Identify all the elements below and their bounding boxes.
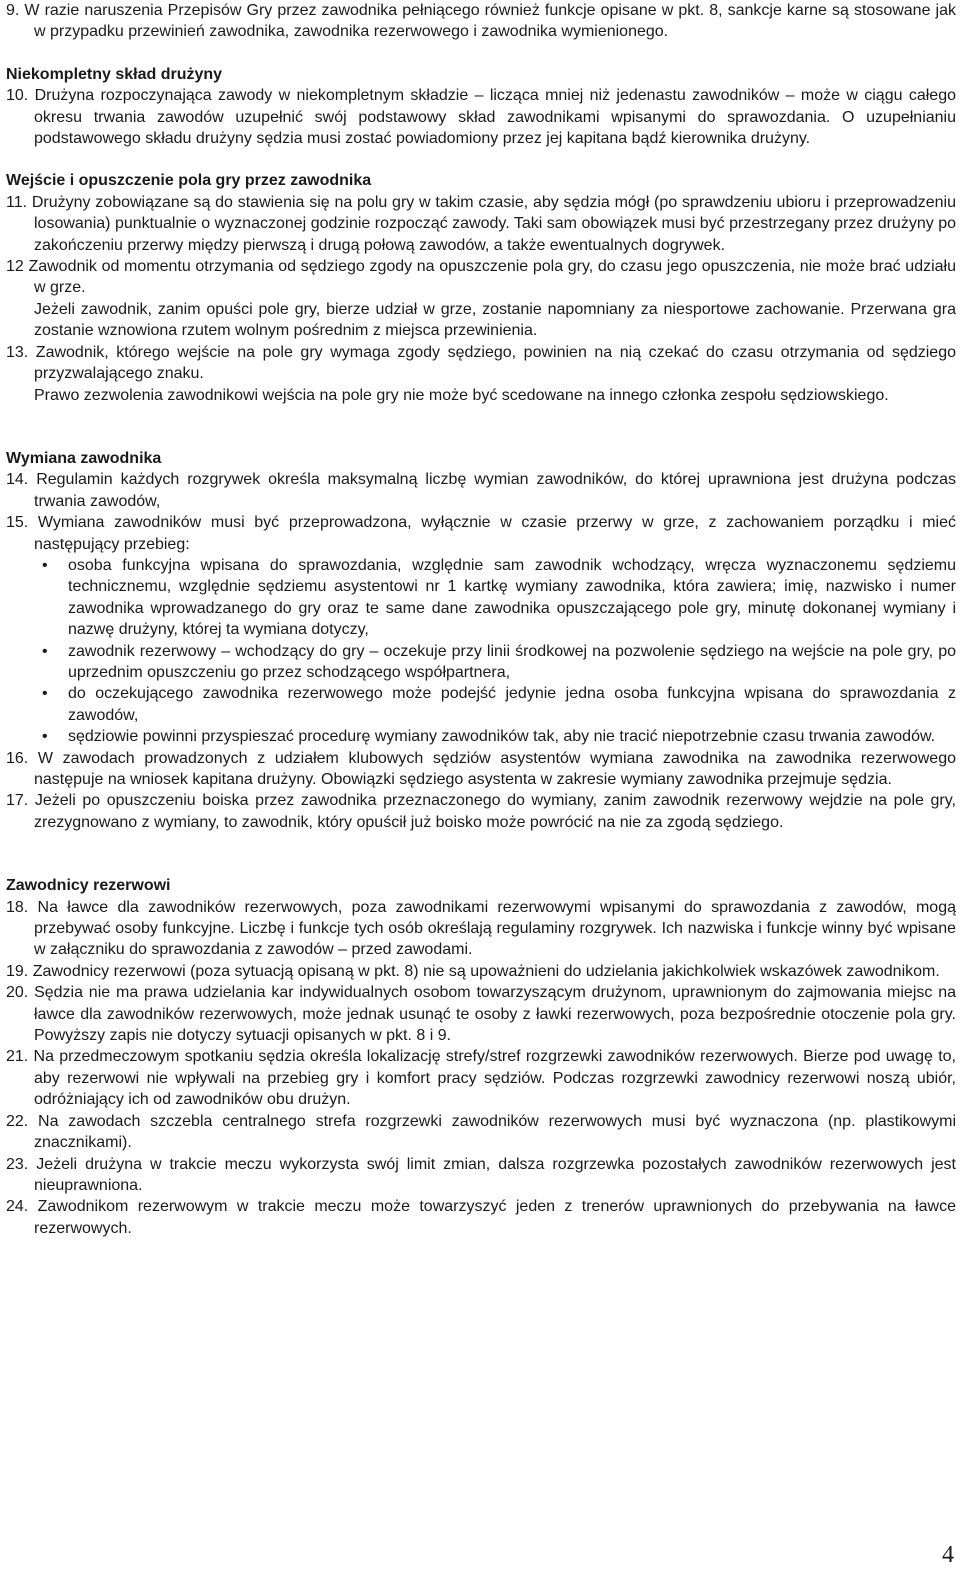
paragraph-13-continued: Prawo zezwolenia zawodnikowi wejścia na pole gry nie może być scedowane na innego członka zespołu sędziowskiego.	[34, 386, 889, 404]
heading-wejscie-opuszczenie: Wejście i opuszczenie pola gry przez zawodnika	[6, 172, 372, 190]
paragraph-20: 20. Sędzia nie ma prawa udzielania kar indywidualnych osobom towarzyszącym drużynom, uprawnionym do zajmowania miejsc na ławce dla zawodników rezerwowych, może jednak usunąć te osoby z ławki rezerwowych, poza bezpośrednie otoczenie pola gry. Powyższy zapis nie dotyczy sytuacji opisanych w pkt. 8 i 9.	[6, 984, 956, 1045]
document-page	[6, 0, 956, 1239]
paragraph-15: 15. Wymiana zawodników musi być przeprowadzona, wyłącznie w czasie przerwy w grze, z zachowaniem porządku i mieć następujący przebieg:	[6, 514, 956, 553]
paragraph-14: 14. Regulamin każdych rozgrywek określa maksymalną liczbę wymian zawodników, do której uprawniona jest drużyna podczas trwania zawodów,	[6, 471, 956, 510]
paragraph-21: 21. Na przedmeczowym spotkaniu sędzia określa lokalizację strefy/stref rozgrzewki zawodników rezerwowych. Bierze pod uwagę to, aby rezerwowi nie wpływali na przebieg gry i komfort pracy sędziów. Podczas rozgrzewki zawodnicy rezerwowi noszą ubiór, odróżniający ich od zawodników obu drużyn.	[6, 1048, 956, 1109]
substitution-procedure-list	[6, 555, 956, 748]
paragraph-13: 13. Zawodnik, którego wejście na pole gry wymaga zgody sędziego, powinien na nią czekać do czasu otrzymania od sędziego przyzwalającego znaku.	[6, 343, 956, 383]
paragraph-17: 17. Jeżeli po opuszczeniu boiska przez zawodnika przeznaczonego do wymiany, zanim zawodnik rezerwowy wejdzie na pole gry, zrezygnowano z wymiany, to zawodnik, który opuścił już boisko może powrócić na nie za zgodą sędziego.	[6, 792, 956, 831]
heading-zawodnicy-rezerwowi: Zawodnicy rezerwowi	[6, 877, 171, 895]
list-item: • osoba funkcyjna wpisana do sprawozdania, względnie sam zawodnik wchodzący, wręcza wyznaczonemu sędziemu technicznemu, względnie sędziemu asystentowi nr 1 kartkę wymiany zawodnika, która zawiera; imię, nazwisko i numer zawodnika wprowadzanego do gry oraz te same dane zawodnika opuszczającego pole gry, minutę dokonanej wymiany i nazwę drużyny, której ta wymiana dotyczy,	[42, 555, 956, 641]
list-item: • zawodnik rezerwowy – wchodzący do gry – oczekuje przy linii środkowej na pozwolenie sędziego na wejście na pole gry, po uprzednim opuszczeniu go przez schodzącego współpartnera,	[42, 641, 956, 684]
paragraph-23: 23. Jeżeli drużyna w trakcie meczu wykorzysta swój limit zmian, dalsza rozgrzewka pozostałych zawodników rezerwowych jest nieuprawniona.	[6, 1155, 956, 1194]
paragraph-24: 24. Zawodnikom rezerwowym w trakcie meczu może towarzyszyć jeden z trenerów uprawnionych do przebywania na ławce rezerwowych.	[6, 1198, 956, 1237]
paragraph-12-continued: Jeżeli zawodnik, zanim opuści pole gry, bierze udział w grze, zostanie napomniany za niesportowe zachowanie. Przerwana gra zostanie wznowiona rzutem wolnym pośrednim z miejsca przewinienia.	[34, 300, 956, 340]
page-number: 4	[942, 1542, 954, 1568]
paragraph-12: 12 Zawodnik od momentu otrzymania od sędziego zgody na opuszczenie pola gry, do czasu jego opuszczenia, nie może brać udziału w grze.	[6, 258, 956, 297]
paragraph-22: 22. Na zawodach szczebla centralnego strefa rozgrzewki zawodników rezerwowych musi być wyznaczona (np. plastikowymi znacznikami).	[6, 1112, 956, 1152]
paragraph-11: 11. Drużyny zobowiązane są do stawienia się na polu gry w takim czasie, aby sędzia mógł (po sprawdzeniu ubioru i przeprowadzeniu losowania) punktualnie o wyznaczonej godzinie rozpocząć zawody. Taki sam obowiązek musi być przestrzegany przez drużyny po zakończeniu przerwy między pierwszą i drugą połową zawodów, a także ewentualnych dogrywek.	[6, 193, 956, 254]
list-item: • sędziowie powinni przyspieszać procedurę wymiany zawodników tak, aby nie tracić niepotrzebnie czasu trwania zawodów.	[42, 726, 956, 747]
paragraph-19: 19. Zawodnicy rezerwowi (poza sytuacją opisaną w pkt. 8) nie są upoważnieni do udzielania jakichkolwiek wskazówek zawodnikom.	[6, 962, 940, 980]
paragraph-10: 10. Drużyna rozpoczynająca zawody w niekompletnym składzie – licząca mniej niż jedenastu zawodników – może w ciągu całego okresu trwania zawodów uzupełnić swój podstawowy skład zawodnikami wpisanymi do sprawozdania. O uzupełnianiu podstawowego składu drużyny sędzia musi zostać powiadomiony przez jej kapitana bądź kierownika drużyny.	[6, 87, 956, 148]
paragraph-9: 9. W razie naruszenia Przepisów Gry przez zawodnika pełniącego również funkcje opisane w pkt. 8, sankcje karne są stosowane jak w przypadku przewinień zawodnika, zawodnika rezerwowego i zawodnika wymienionego.	[6, 2, 956, 41]
heading-wymiana-zawodnika: Wymiana zawodnika	[6, 449, 162, 467]
list-item: • do oczekującego zawodnika rezerwowego może podejść jedynie jedna osoba funkcyjna wpisana do sprawozdania z zawodów,	[42, 683, 956, 726]
paragraph-16: 16. W zawodach prowadzonych z udziałem klubowych sędziów asystentów wymiana zawodnika na zawodnika rezerwowego następuje na wniosek kapitana drużyny. Obowiązki sędziego asystenta w zakresie wymiany zawodnika przejmuje sędzia.	[6, 749, 956, 788]
paragraph-18: 18. Na ławce dla zawodników rezerwowych, poza zawodnikami rezerwowymi wpisanymi do sprawozdania z zawodów, mogą przebywać osoby funkcyjne. Liczbę i funkcje tych osób określają regulaminy rozgrywek. Ich nazwiska i funkcje winny być wpisane w załączniku do sprawozdania z zawodów – przed zawodami.	[6, 898, 956, 959]
heading-niekompletny-sklad: Niekompletny skład drużyny	[6, 65, 223, 83]
